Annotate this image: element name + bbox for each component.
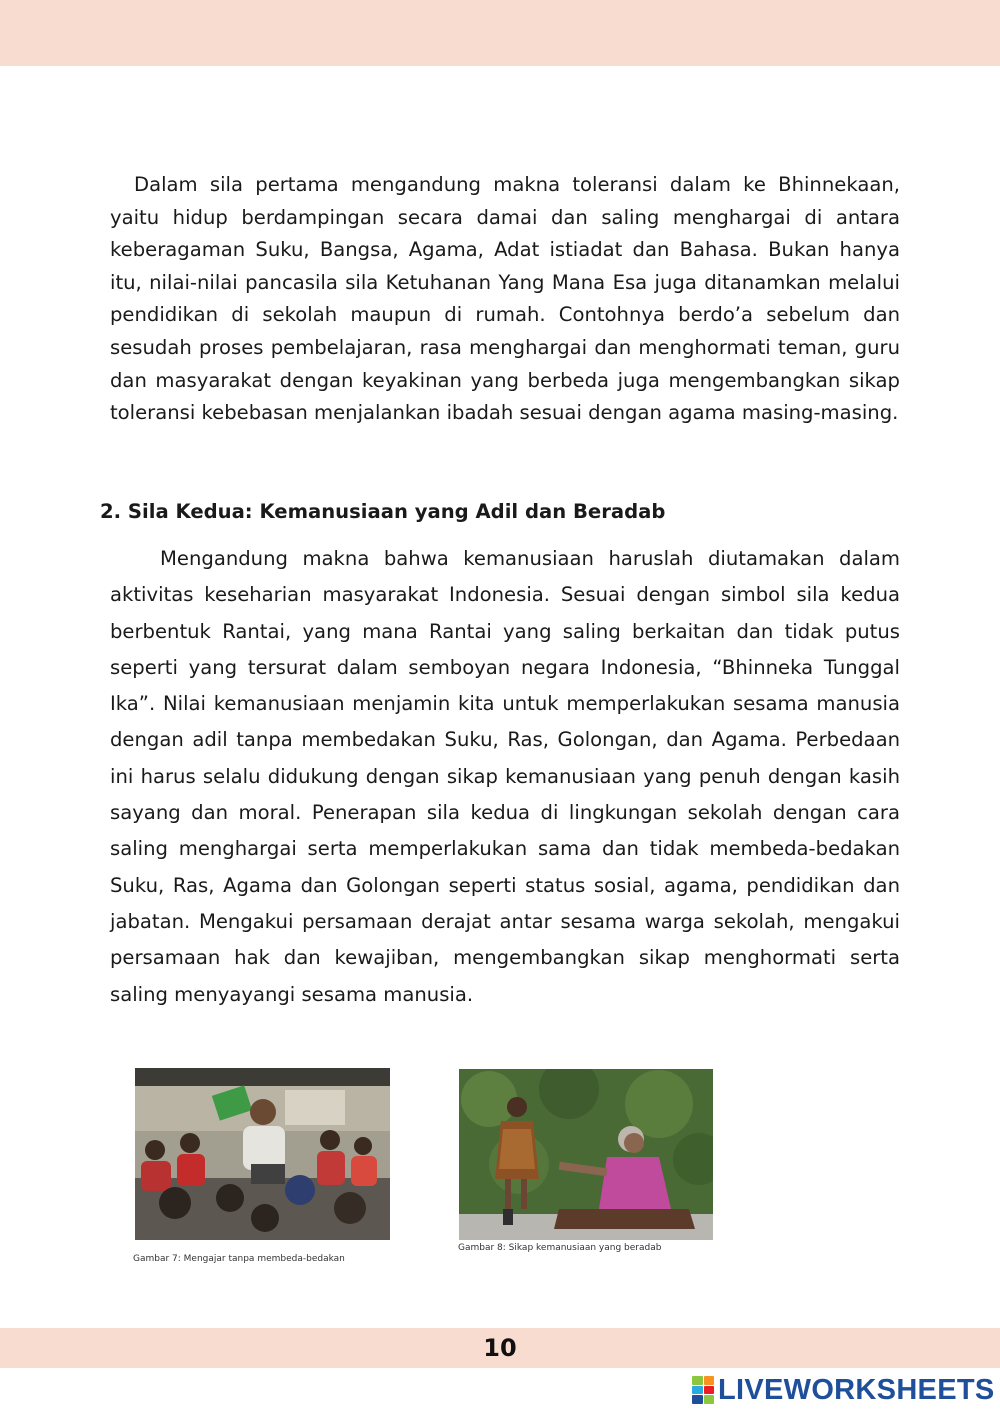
figure-2-caption: Gambar 8: Sikap kemanusiaan yang beradab bbox=[458, 1243, 662, 1253]
paragraph-sila-pertama: Dalam sila pertama mengandung makna toleransi dalam ke Bhinnekaan, yaitu hidup berdampingan secara damai dan saling menghargai di antara keberagaman Suku, Bangsa, Agama, Adat istiadat dan Bahasa. Bukan hanya itu, nilai-nilai pancasila sila Ketuhanan Yang Mana Esa juga ditanamkan melalui pendidikan di sekolah maupun di rumah. Contohnya berdo’a sebelum dan sesudah proses pembelajaran, rasa menghargai dan menghormati teman, guru dan masyarakat dengan keyakinan yang berbeda juga mengembangkan sikap toleransi kebebasan menjalankan ibadah sesuai dengan agama masing-masing. bbox=[110, 173, 900, 425]
heading-sila-kedua: 2. Sila Kedua: Kemanusiaan yang Adil dan Beradab bbox=[100, 500, 666, 523]
figure-1-caption: Gambar 7: Mengajar tanpa membeda-bedakan bbox=[133, 1254, 345, 1264]
figure-child-and-elder-image bbox=[459, 1069, 713, 1240]
figure-teacher-with-children-image bbox=[135, 1068, 390, 1240]
liveworksheets-logo bbox=[692, 1372, 995, 1408]
paragraph-sila-kedua: Mengandung makna bahwa kemanusiaan haruslah diutamakan dalam aktivitas keseharian masyarakat Indonesia. Sesuai dengan simbol sila kedua berbentuk Rantai, yang mana Rantai yang saling berkaitan dan tidak putus seperti yang tersurat dalam semboyan negara Indonesia, “Bhinneka Tunggal Ika”. Nilai kemanusiaan menjamin kita untuk memperlakukan sesama manusia dengan adil tanpa membedakan Suku, Ras, Golongan, dan Agama. Perbedaan ini harus selalu didukung dengan sikap kemanusiaan yang penuh dengan kasih sayang dan moral. Penerapan sila kedua di lingkungan sekolah dengan cara saling menghargai serta memperlakukan sama dan tidak membeda-bedakan Suku, Ras, Agama dan Golongan seperti status sosial, agama, pendidikan dan jabatan. Mengakui persamaan derajat antar sesama warga sekolah, mengakui persamaan hak dan kewajiban, mengembangkan sikap menghormati serta saling menyayangi sesama manusia. bbox=[110, 547, 900, 1006]
page-number: 10 bbox=[483, 1334, 517, 1362]
top-header-band bbox=[0, 0, 1000, 66]
liveworksheets-logo-icon bbox=[692, 1376, 714, 1404]
liveworksheets-logo-text: LIVEWORKSHEETS bbox=[718, 1373, 995, 1406]
